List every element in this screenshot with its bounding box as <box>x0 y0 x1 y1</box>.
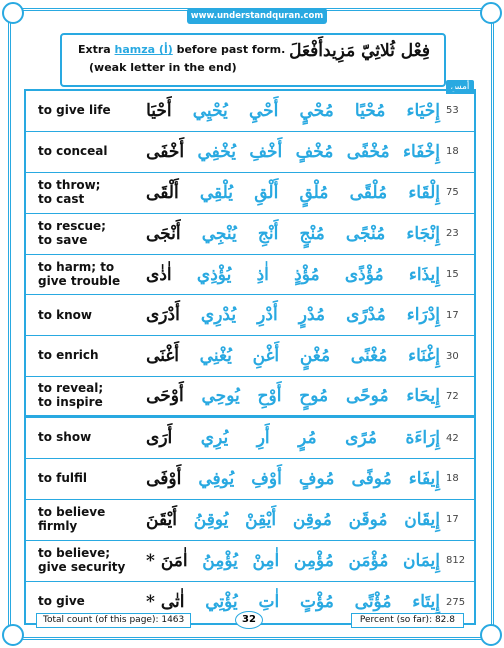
header-subtitle: (weak letter in the end) <box>89 61 237 74</box>
verb-form: مُوحًى <box>345 386 389 407</box>
verb-form: يُوقِنُ <box>193 509 229 530</box>
verb-form: يُنْجِي <box>201 223 237 244</box>
meaning-text: to conceal <box>38 143 108 158</box>
meaning-text: to know <box>38 307 93 322</box>
percent-so-far: Percent (so far): 82.8 <box>351 613 464 628</box>
verb-form: يُلْقِي <box>199 182 234 203</box>
table-row <box>26 459 474 500</box>
occurrence-count: 18 <box>446 146 459 158</box>
verb-form: اٰذٰى <box>146 264 172 285</box>
verb-form: مُوفًى <box>351 468 392 489</box>
verb-form: إِرَاءَة <box>405 428 440 449</box>
verb-form: يُوحِي <box>201 386 240 407</box>
verb-form: إِيفَاء <box>408 468 440 489</box>
verb-form: مُحْيًا <box>354 100 386 121</box>
verb-form: يُدْرِي <box>200 305 237 326</box>
occurrence-count: 275 <box>446 596 466 608</box>
verb-form: مُرًى <box>345 428 377 449</box>
corner-ornament <box>480 2 502 24</box>
verb-form: أَوْفِ <box>251 468 282 489</box>
site-url[interactable]: www.understandquran.com <box>187 8 327 24</box>
meaning-text: to fulfil <box>38 471 88 486</box>
corner-ornament <box>2 2 24 24</box>
verb-form: أَخْفِ <box>249 141 283 162</box>
verb-form: مُؤْمِن <box>293 550 334 571</box>
verb-forms <box>146 459 440 499</box>
table-row <box>26 377 474 418</box>
verb-form: إِيذَاء <box>408 264 440 285</box>
corner-ornament <box>480 624 502 646</box>
verb-form: مُنْجٍ <box>299 223 325 244</box>
verb-form: أَدْرَى <box>146 305 180 326</box>
verb-form: إِخْفَاء <box>402 141 440 162</box>
occurrence-count: 17 <box>446 309 459 321</box>
verb-form: يُوفِي <box>198 468 235 489</box>
verb-form: أَدْرِ <box>257 305 278 326</box>
verb-form: مُلْقٍ <box>299 182 329 203</box>
verb-form: أَيْقِنْ <box>245 509 277 530</box>
occurrence-count: 72 <box>446 390 459 402</box>
lesson-header <box>60 33 446 87</box>
verb-form: مُوحٍ <box>299 386 329 407</box>
verb-form: مُؤْتٍ <box>299 592 334 613</box>
verb-form: أَرَى <box>146 428 173 449</box>
verb-table <box>24 89 476 625</box>
meaning-text: to believe firmly <box>38 505 106 533</box>
table-row <box>26 500 474 541</box>
page-number: 32 <box>235 611 263 629</box>
verb-form: أَغْنِ <box>252 346 280 367</box>
verb-form: أَيْقَنَ <box>146 509 177 530</box>
table-row <box>26 295 474 336</box>
verb-form: إِدْرَاء <box>406 305 440 326</box>
verb-form: أَوْفَى <box>146 468 182 489</box>
verb-form: إِيمَان <box>403 550 440 571</box>
verb-form: مُؤْمَن <box>348 550 389 571</box>
page-footer <box>24 611 476 629</box>
verb-form: مُخْفٍ <box>295 141 334 162</box>
verb-form: مُوفٍ <box>298 468 335 489</box>
verb-forms <box>146 418 440 458</box>
verb-form: أَوْحَى <box>146 386 184 407</box>
title-suffix: before past form. <box>172 43 286 56</box>
occurrence-count: 30 <box>446 350 459 362</box>
verb-form: مُحْيٍ <box>299 100 334 121</box>
occurrence-count: 23 <box>446 228 459 240</box>
arabic-form: أَفْعَلَ <box>289 41 324 61</box>
verb-form: مُغْنًى <box>350 346 388 367</box>
verb-form: يُؤْذِي <box>196 264 232 285</box>
occurrence-count: 17 <box>446 514 459 526</box>
title-highlight: hamza (أ) <box>114 43 173 56</box>
verb-form: مُدْرٍ <box>298 305 326 326</box>
verb-forms <box>146 336 440 376</box>
total-count: Total count (of this page): 1463 <box>36 613 191 628</box>
verb-form: إِيحَاء <box>406 386 440 407</box>
verb-forms <box>146 295 440 335</box>
verb-form: مُغْنٍ <box>299 346 331 367</box>
verb-form: أَخْفَى <box>146 141 185 162</box>
verb-form: إِغْنَاء <box>408 346 440 367</box>
verb-form: مُلْقًى <box>349 182 388 203</box>
verb-form: اٰمِنْ <box>252 550 280 571</box>
verb-forms <box>146 377 440 415</box>
verb-forms <box>146 541 440 581</box>
verb-form: مُؤْذٍ <box>294 264 320 285</box>
occurrence-count: 18 <box>446 473 459 485</box>
verb-form: إِيقَان <box>404 509 440 530</box>
table-row <box>26 255 474 296</box>
verb-form: اٰمَنَ * <box>146 550 188 571</box>
verb-form: مُوقَن <box>348 509 388 530</box>
verb-form: يُحْيِي <box>192 100 228 121</box>
verb-form: اٰذِ <box>256 264 269 285</box>
occurrence-count: 75 <box>446 187 459 199</box>
table-row <box>26 132 474 173</box>
verb-forms <box>146 132 440 172</box>
table-row <box>26 336 474 377</box>
meaning-text: to give life <box>38 103 111 118</box>
verb-form: مُرٍ <box>298 428 317 449</box>
meaning-text: to give <box>38 594 85 609</box>
table-row <box>26 91 474 132</box>
verb-form: اٰتِ <box>258 592 280 613</box>
table-row <box>26 214 474 255</box>
verb-form: أَحْيِ <box>248 100 279 121</box>
verb-form: يُؤْمِنُ <box>202 550 238 571</box>
occurrence-count: 15 <box>446 269 459 280</box>
verb-form: مُؤْتًى <box>354 592 392 613</box>
table-row <box>26 418 474 459</box>
verb-form: أَنْجِ <box>257 223 279 244</box>
header-arabic <box>275 41 430 61</box>
occurrence-count: 812 <box>446 555 466 567</box>
meaning-text: to throw; to cast <box>38 177 101 206</box>
verb-forms <box>146 214 440 254</box>
verb-form: أَرِ <box>256 428 270 449</box>
corner-ornament <box>2 624 24 646</box>
verb-form: إِيتَاء <box>412 592 440 613</box>
occurrence-count: 42 <box>446 432 459 444</box>
verb-form: أَنْجَى <box>146 223 181 244</box>
title-prefix: Extra <box>78 43 115 56</box>
verb-form: أَوْحِ <box>257 386 282 407</box>
verb-form: مُدْرًى <box>346 305 386 326</box>
verb-form: يُغْنِي <box>199 346 232 367</box>
verb-form: مُؤْذًى <box>344 264 384 285</box>
verb-form: مُخْفًى <box>346 141 390 162</box>
verb-forms <box>146 173 440 213</box>
verb-form: أَلْقِ <box>254 182 279 203</box>
past-tense-tag: أمس <box>446 80 474 94</box>
meaning-text: to reveal; to inspire <box>38 381 104 410</box>
verb-form: أَحْيَا <box>146 100 172 121</box>
table-row <box>26 173 474 214</box>
verb-form: يُخْفِي <box>197 141 236 162</box>
meaning-text: to rescue; to save <box>38 218 106 247</box>
table-row <box>26 541 474 582</box>
meaning-text: to believe; give security <box>38 545 126 574</box>
verb-form: يُرِي <box>200 428 229 449</box>
header-title <box>78 43 285 56</box>
verb-form: إِنْجَاء <box>406 223 440 244</box>
meaning-text: to show <box>38 430 92 445</box>
meaning-text: to harm; to give trouble <box>38 259 121 288</box>
verb-forms <box>146 91 440 131</box>
verb-form: مُوقِن <box>292 509 332 530</box>
meaning-text: to enrich <box>38 348 99 363</box>
verb-forms <box>146 500 440 540</box>
verb-form: يُؤْتِي <box>205 592 238 613</box>
verb-forms <box>146 255 440 295</box>
verb-form: اٰتٰى * <box>146 592 185 613</box>
verb-form: مُنْجًى <box>345 223 386 244</box>
verb-form: أَغْنَى <box>146 346 179 367</box>
verb-form: إِلْقَاء <box>408 182 440 203</box>
occurrence-count: 53 <box>446 105 459 117</box>
verb-form: إِحْيَاء <box>406 100 440 121</box>
arabic-pattern: فِعْل ثُلاثِيّ مَزِيد <box>323 41 430 61</box>
verb-form: أَلْقَى <box>146 182 179 203</box>
